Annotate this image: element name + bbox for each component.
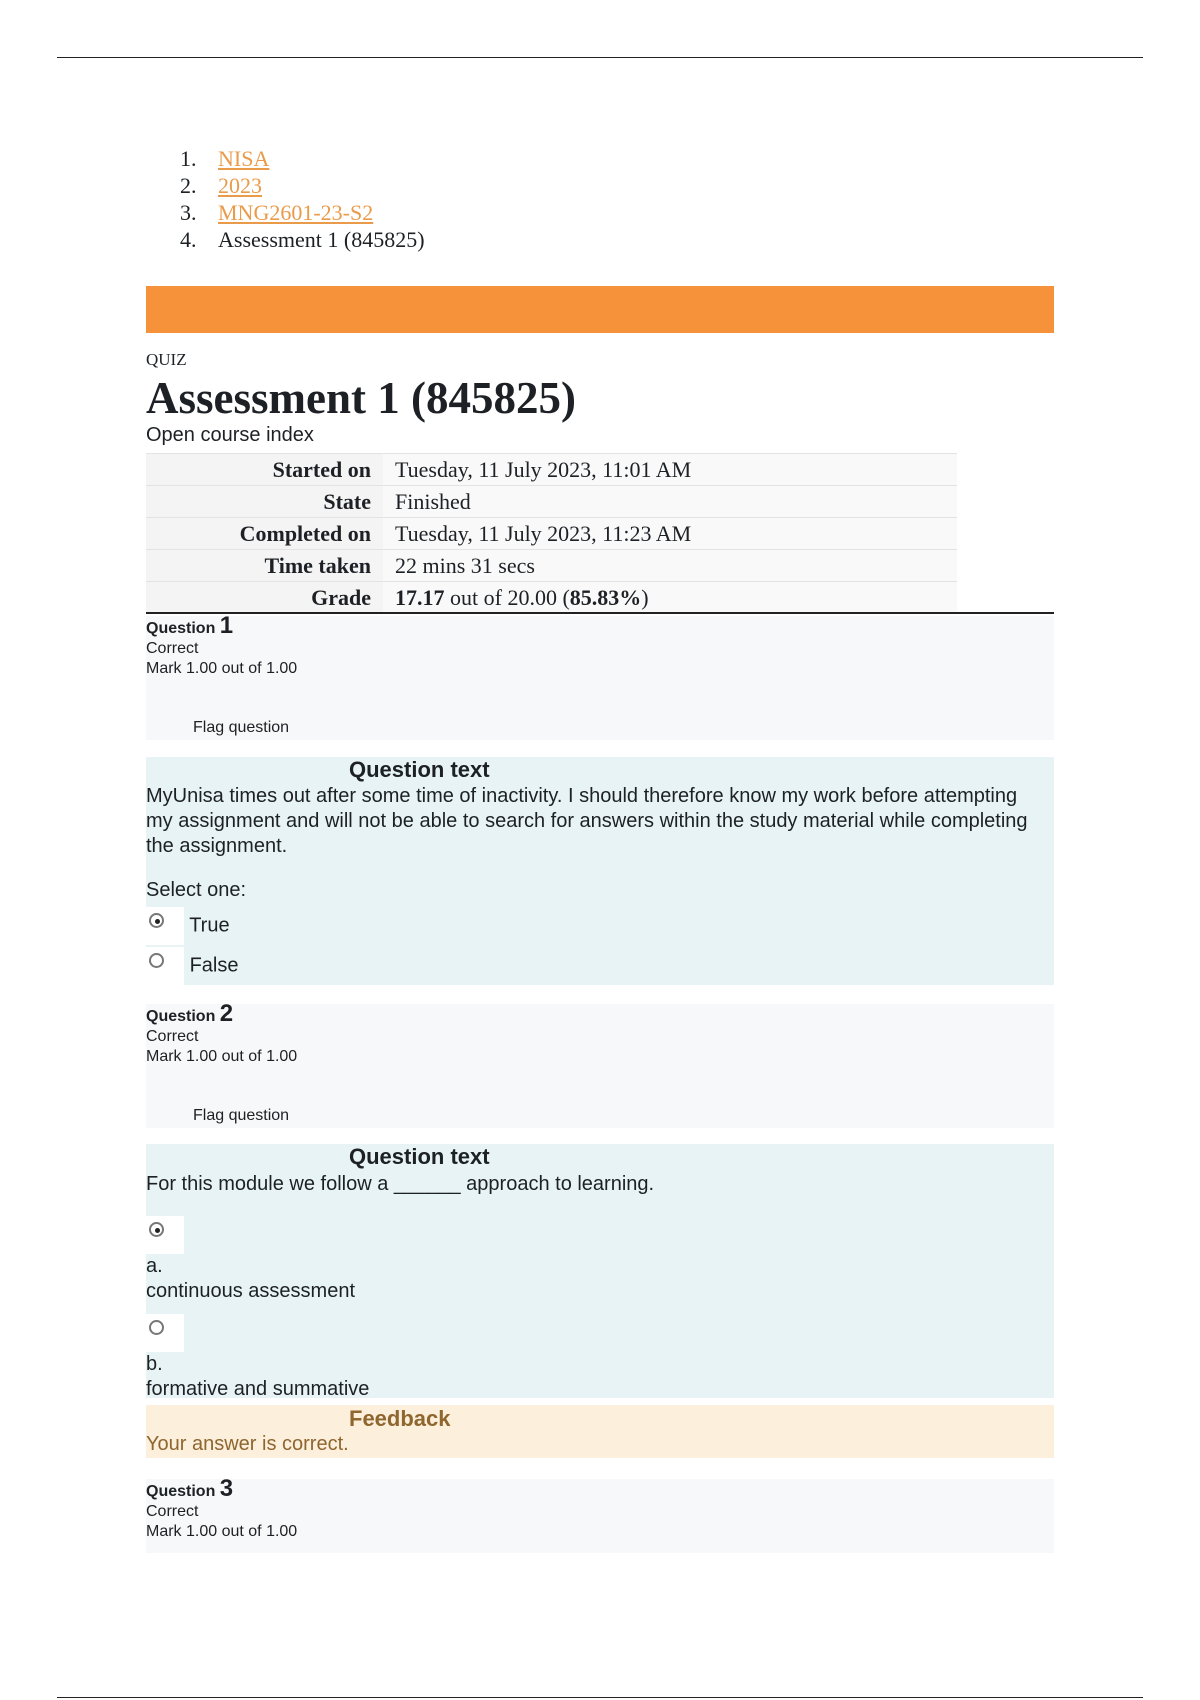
feedback-text: Your answer is correct. — [146, 1433, 349, 1455]
summary-label: Completed on — [146, 518, 383, 550]
grade-out-of: out of 20.00 ( — [444, 584, 570, 610]
summary-row-time — [146, 550, 957, 582]
option-letter: a. — [146, 1255, 163, 1277]
breadcrumb-item: 3. MNG2601-23-S2 — [180, 200, 374, 225]
grade-close: ) — [641, 584, 649, 610]
summary-label: Started on — [146, 454, 383, 486]
summary-label: Time taken — [146, 550, 383, 582]
summary-label: Grade — [146, 582, 383, 614]
question-text-heading: Question text — [349, 1144, 490, 1169]
question-number: Question 2 — [146, 1000, 234, 1027]
summary-divider — [146, 612, 1054, 614]
radio-selected-icon[interactable] — [146, 907, 184, 945]
question-text: MyUnisa times out after some time of inactivity. I should therefore know my work before attempting my assignment and will not be able to search for answers within the study material while completing the assignment. — [146, 785, 1028, 857]
question-info-2 — [146, 1000, 1054, 1128]
breadcrumb-current: Assessment 1 (845825) — [218, 227, 425, 252]
summary-value: Tuesday, 11 July 2023, 11:23 AM — [383, 518, 957, 550]
summary-value: Tuesday, 11 July 2023, 11:01 AM — [383, 454, 957, 486]
radio-unselected-icon[interactable] — [146, 1314, 184, 1352]
attempt-summary-table — [146, 453, 957, 613]
grade-score: 17.17 — [395, 584, 445, 610]
breadcrumb-item: 4. Assessment 1 (845825) — [180, 227, 425, 252]
header-banner — [146, 286, 1054, 333]
open-course-index-link[interactable]: Open course index — [146, 424, 314, 446]
option-label: formative and summative — [146, 1378, 370, 1400]
question-number: Question 1 — [146, 612, 234, 639]
breadcrumb — [168, 145, 425, 253]
answer-option[interactable] — [146, 907, 230, 945]
breadcrumb-link-nisa[interactable]: NISA — [218, 146, 270, 171]
summary-row-started — [146, 454, 957, 486]
answer-option[interactable] — [146, 1216, 355, 1304]
question-state: Correct — [146, 640, 199, 657]
question-text: For this module we follow a ______ approach to learning. — [146, 1173, 655, 1195]
grade-percent: 85.83% — [569, 584, 642, 610]
radio-unselected-icon[interactable] — [146, 947, 184, 985]
page-title: Assessment 1 (845825) — [146, 373, 576, 423]
option-label: True — [189, 914, 230, 937]
question-number: Question 3 — [146, 1475, 234, 1502]
flag-question-button[interactable]: Flag question — [193, 719, 290, 736]
radio-selected-icon[interactable] — [146, 1216, 184, 1254]
summary-value: 22 mins 31 secs — [383, 550, 957, 582]
question-state: Correct — [146, 1503, 199, 1520]
breadcrumb-item: 1. NISA — [180, 146, 270, 171]
summary-value — [383, 582, 957, 614]
page-bottom-rule — [57, 1697, 1143, 1698]
question-info-3 — [146, 1475, 1054, 1553]
summary-row-completed — [146, 518, 957, 550]
question-content-1 — [146, 757, 1054, 985]
question-state: Correct — [146, 1028, 199, 1045]
question-mark: Mark 1.00 out of 1.00 — [146, 1048, 298, 1065]
question-text-heading: Question text — [349, 757, 490, 782]
question-mark: Mark 1.00 out of 1.00 — [146, 660, 298, 677]
question-info-1 — [146, 612, 1054, 740]
summary-value: Finished — [383, 486, 957, 518]
flag-question-button[interactable]: Flag question — [193, 1107, 290, 1124]
page-top-rule — [57, 57, 1143, 58]
breadcrumb-item: 2. 2023 — [180, 173, 262, 198]
feedback-heading: Feedback — [349, 1406, 451, 1431]
feedback-panel — [146, 1405, 1054, 1458]
summary-row-grade — [146, 582, 957, 614]
option-label: continuous assessment — [146, 1280, 356, 1302]
summary-row-state — [146, 486, 957, 518]
question-content-2 — [146, 1144, 1054, 1398]
answer-option[interactable] — [146, 947, 238, 985]
activity-type-label: QUIZ — [146, 350, 187, 369]
option-letter: b. — [146, 1353, 163, 1375]
answer-option[interactable] — [146, 1314, 369, 1402]
summary-label: State — [146, 486, 383, 518]
breadcrumb-link-course[interactable]: MNG2601-23-S2 — [218, 200, 374, 225]
option-label: False — [189, 954, 239, 977]
select-one-prompt: Select one: — [146, 879, 247, 901]
question-mark: Mark 1.00 out of 1.00 — [146, 1523, 298, 1540]
breadcrumb-link-2023[interactable]: 2023 — [218, 173, 262, 198]
